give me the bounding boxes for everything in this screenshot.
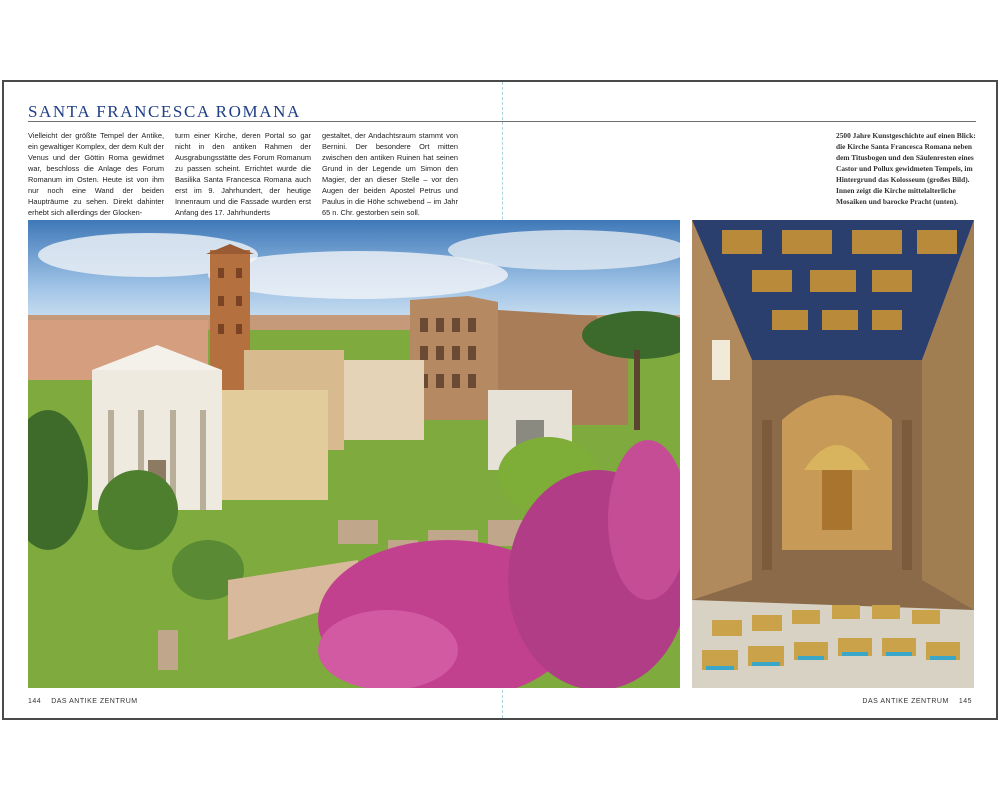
- image-caption: 2500 Jahre Kunstgeschichte auf einen Blick: die Kirche Santa Francesca Romana neben dem Titusbogen und den Säulenresten eines Castor und Pollux gewidmeten Tempels, im Hintergrund das Kolosseum (großes Bild). Innen zeigt die Kirche mittelalterliche Mosaiken und barocke Pracht (unten).: [836, 131, 976, 206]
- forum-romanum-photo: [28, 220, 680, 688]
- left-running-footer: DAS ANTIKE ZENTRUM: [51, 698, 138, 705]
- left-page-footer: [28, 698, 138, 705]
- right-page-number: 145: [958, 698, 972, 705]
- body-column-3: gestaltet, der Andachtsraum stammt von Bernini. Der besondere Ort mitten zwischen den antiken Ruinen hat seinen Grund in der Legende um Simon den Magier, der an dieser Stelle – vor den Augen der beiden Apostel Petrus und Paulus in die Höhe schwebend – im Jahr 65 n. Chr. gestorben sein soll.: [322, 131, 458, 217]
- heading-rule: [28, 121, 976, 122]
- section-heading: SANTA FRANCESCA ROMANA: [28, 102, 301, 121]
- church-interior-photo: [692, 220, 974, 688]
- body-column-2: turm einer Kirche, deren Portal so gar nicht in den antiken Rahmen der Ausgrabungsstätte des Forum Romanum zu passen scheint. Errichtet wurde die Basilika Santa Francesca Romana auch erst im 9. Jahrhundert, der heutige Innenraum und die Fassade wurden erst Anfang des 17. Jahrhunderts: [175, 131, 311, 217]
- body-column-1: Vielleicht der größte Tempel der Antike, ein gewaltiger Komplex, der dem Kult der Venus und der Göttin Roma gewidmet war, beschloss die Anlage des Forum Romanum im Osten. Heute ist von ihm nur noch eine Wand der beiden Haupträume zu sehen. Direkt dahinter erhebt sich allerdings der Glocken-: [28, 131, 164, 217]
- right-running-footer: DAS ANTIKE ZENTRUM: [862, 698, 949, 705]
- right-page-footer: [862, 698, 972, 705]
- book-spread: [2, 80, 998, 720]
- left-page-number: 144: [28, 698, 42, 705]
